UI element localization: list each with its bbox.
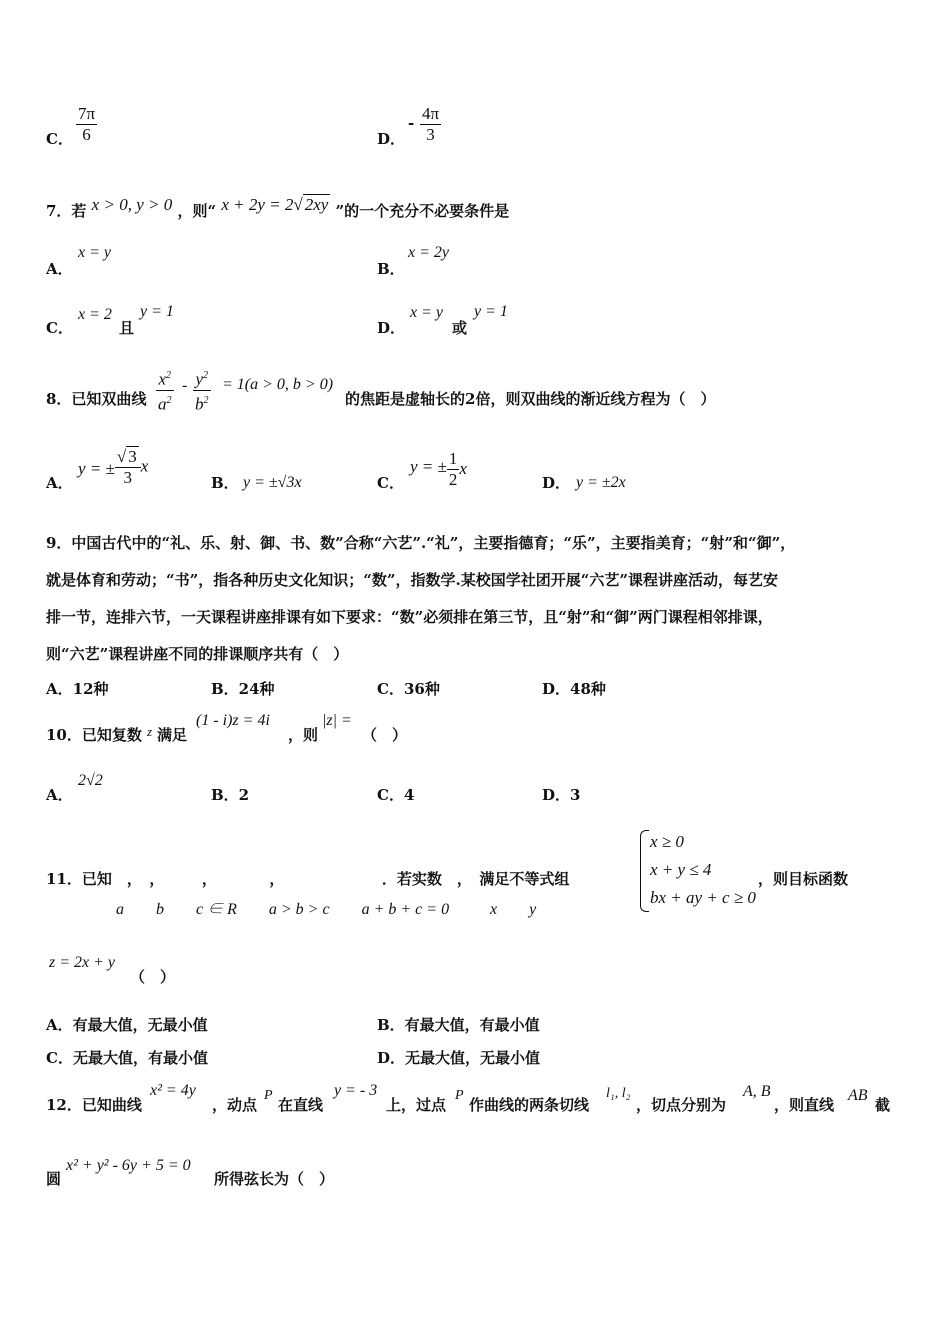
q11-option-a[interactable]: A．有最大值，无最小值	[46, 1016, 208, 1034]
q6-option-d-label[interactable]: D．	[377, 130, 406, 148]
q7-expression: x + 2y = 2	[221, 195, 294, 214]
q10-option-a[interactable]: 2√2	[78, 772, 103, 789]
q8-option-b-label[interactable]: B．	[211, 474, 239, 492]
q7-option-d-part1[interactable]: x = y	[410, 304, 443, 321]
q7-stem	[46, 195, 510, 221]
q11-xy: x y	[490, 901, 537, 918]
q9-line-3: 排一节，连排六节，一天课程讲座排课有如下要求：“数”必须排在第三节，且“射”和“御”两门课程相邻排课，	[46, 608, 773, 626]
q8-c-lhs: y = ±	[410, 457, 447, 476]
q10-option-d[interactable]: D．3	[542, 786, 581, 804]
q9-option-c[interactable]: C．36种	[377, 680, 440, 698]
q11-tail: ，则目标函数	[758, 870, 849, 888]
q10-then: ，则	[288, 726, 319, 744]
q6-c-numerator: 7π	[78, 104, 96, 123]
q11-option-c[interactable]: C．无最大值，有最小值	[46, 1049, 208, 1067]
q12-curve: x² = 4y	[150, 1082, 196, 1099]
q12-text-1: ，动点	[212, 1096, 258, 1114]
q12-line: y = - 3	[334, 1082, 378, 1099]
q8-option-c-label[interactable]: C．	[377, 474, 404, 492]
q9-line-4: 则“六艺”课程讲座不同的排课顺序共有（ ）	[46, 645, 349, 663]
q11-stem: 11．已知 ， ， ， ， ．若实数 ， 满足不等式组	[46, 870, 570, 888]
q10-mid: 满足	[157, 726, 188, 744]
q8-c-num: 1	[448, 449, 458, 468]
q12-ab: AB	[848, 1087, 868, 1104]
minus-icon: -	[182, 377, 188, 394]
q7-condition: x > 0, y > 0	[91, 195, 173, 214]
q7-option-a-label[interactable]: A．	[46, 260, 73, 278]
q12-text-5: ，切点分别为	[636, 1096, 727, 1114]
q10-equation: (1 - i)z = 4i	[196, 712, 270, 729]
q9-option-a[interactable]: A．12种	[46, 680, 109, 698]
q8-option-b[interactable]: y = ±√3x	[243, 474, 302, 491]
q11-option-d[interactable]: D．无最大值，无最小值	[377, 1049, 541, 1067]
q11-variables: a b c ∈ R a > b > c a + b + c = 0	[116, 901, 450, 918]
q8-a-num: √ 3	[115, 446, 141, 468]
q12-text-2: 在直线	[278, 1096, 324, 1114]
q10-option-a-label[interactable]: A．	[46, 786, 73, 804]
sqrt-icon: √	[293, 195, 303, 214]
q7-number: 7．若	[46, 202, 87, 220]
q9-line-1: 9．中国古代中的“礼、乐、射、御、书、数”合称“六艺”.“礼”，主要指德育；“乐”，主要指美育；“射”和“御”，	[46, 534, 796, 552]
q7-radicand: 2xy	[304, 195, 329, 214]
q12-circle: x² + y² - 6y + 5 = 0	[66, 1157, 191, 1174]
q7-option-b-label[interactable]: B．	[377, 260, 405, 278]
q12-line2-prefix: 圆	[46, 1170, 62, 1188]
q10-var: z	[147, 724, 153, 739]
q7-option-a[interactable]: x = y	[78, 244, 111, 261]
q8-c-var: x	[459, 459, 467, 478]
q12-text-6: ，则直线	[774, 1096, 835, 1114]
q8-option-d-label[interactable]: D．	[542, 474, 571, 492]
q11-system-line-2: x + y ≤ 4	[650, 860, 712, 879]
q6-option-d-fraction	[420, 104, 441, 145]
q6-d-denominator: 3	[426, 125, 435, 144]
q9-line-2: 就是体育和劳动；“书”，指各种历史文化知识；“数”，指数学.某校国学社团开展“六艺”课程讲座活动，每艺安	[46, 571, 778, 589]
q8-option-c[interactable]	[410, 449, 467, 490]
q8-b-squared: $b^2$	[195, 394, 209, 414]
q8-a-squared: $a^2$	[158, 394, 172, 414]
q8-fraction-y	[193, 366, 211, 414]
q9-option-b[interactable]: B．24种	[211, 680, 275, 698]
q7-then: ，则“	[177, 202, 217, 220]
q10-number: 10．已知复数	[46, 726, 142, 744]
q8-a-var: x	[140, 456, 149, 476]
q12-tangents: l₁, l₂	[606, 1086, 631, 1101]
q7-option-c-and: 且	[119, 319, 135, 337]
q9-option-d[interactable]: D．48种	[542, 680, 606, 698]
q8-option-a-label[interactable]: A．	[46, 474, 73, 492]
q12-text-7: 截	[875, 1096, 891, 1114]
q11-system-line-1: x ≥ 0	[650, 832, 684, 851]
q6-option-d-sign: -	[408, 114, 415, 132]
q8-c-den: 2	[448, 470, 458, 489]
brace-icon	[640, 830, 649, 912]
q8-tail: 的焦距是虚轴长的2倍，则双曲线的渐近线方程为（ ）	[345, 390, 716, 408]
q12-point-p-2: P	[455, 1088, 464, 1103]
q7-option-d-label[interactable]: D．	[377, 319, 406, 337]
q10-abs: |z| =	[322, 712, 352, 729]
q7-option-d-part2[interactable]: y = 1	[474, 303, 508, 320]
q6-option-c-fraction	[76, 104, 97, 145]
q8-c-fraction	[447, 449, 460, 490]
q6-d-numerator: 4π	[422, 104, 440, 123]
q12-point-p: P	[264, 1088, 273, 1103]
q7-option-b[interactable]: x = 2y	[408, 244, 449, 261]
q10-option-c[interactable]: C．4	[377, 786, 415, 804]
q12-line2-tail: 所得弦长为（ ）	[214, 1170, 335, 1188]
q8-a-den: 3	[123, 468, 133, 487]
q12-text-4: 作曲线的两条切线	[469, 1096, 590, 1114]
q8-x-squared: $x^2$	[156, 366, 174, 391]
q12-points: A, B	[743, 1083, 771, 1100]
q12-text-3: 上，过点	[386, 1096, 447, 1114]
q7-option-c-part1[interactable]: x = 2	[78, 306, 112, 323]
q8-fraction-x	[156, 366, 174, 414]
q11-target: z = 2x + y	[49, 954, 116, 971]
q8-a-fraction	[115, 446, 141, 488]
q8-y-squared: $y^2$	[193, 366, 211, 391]
q7-option-c-part2[interactable]: y = 1	[140, 303, 174, 320]
q10-paren: （ ）	[362, 726, 408, 744]
q7-tail: ”的一个充分不必要条件是	[335, 202, 510, 220]
q11-paren: （ ）	[130, 968, 176, 986]
q12-number: 12．已知曲线	[46, 1096, 142, 1114]
q8-number: 8．已知双曲线	[46, 390, 147, 408]
q7-option-d-or: 或	[452, 319, 468, 337]
q8-option-d[interactable]: y = ±2x	[576, 474, 626, 491]
q10-option-b[interactable]: B．2	[211, 786, 250, 804]
q6-option-c-label[interactable]: C．	[46, 130, 73, 148]
q8-condition: = 1(a > 0, b > 0)	[222, 376, 334, 393]
q7-option-c-label[interactable]: C．	[46, 319, 73, 337]
q8-option-a[interactable]	[78, 446, 148, 488]
q8-a-lhs: y = ±	[78, 458, 115, 478]
q11-system-line-3: bx + ay + c ≥ 0	[650, 888, 756, 907]
q11-option-b[interactable]: B．有最大值，有最小值	[377, 1016, 540, 1034]
q6-c-denominator: 6	[82, 125, 91, 144]
